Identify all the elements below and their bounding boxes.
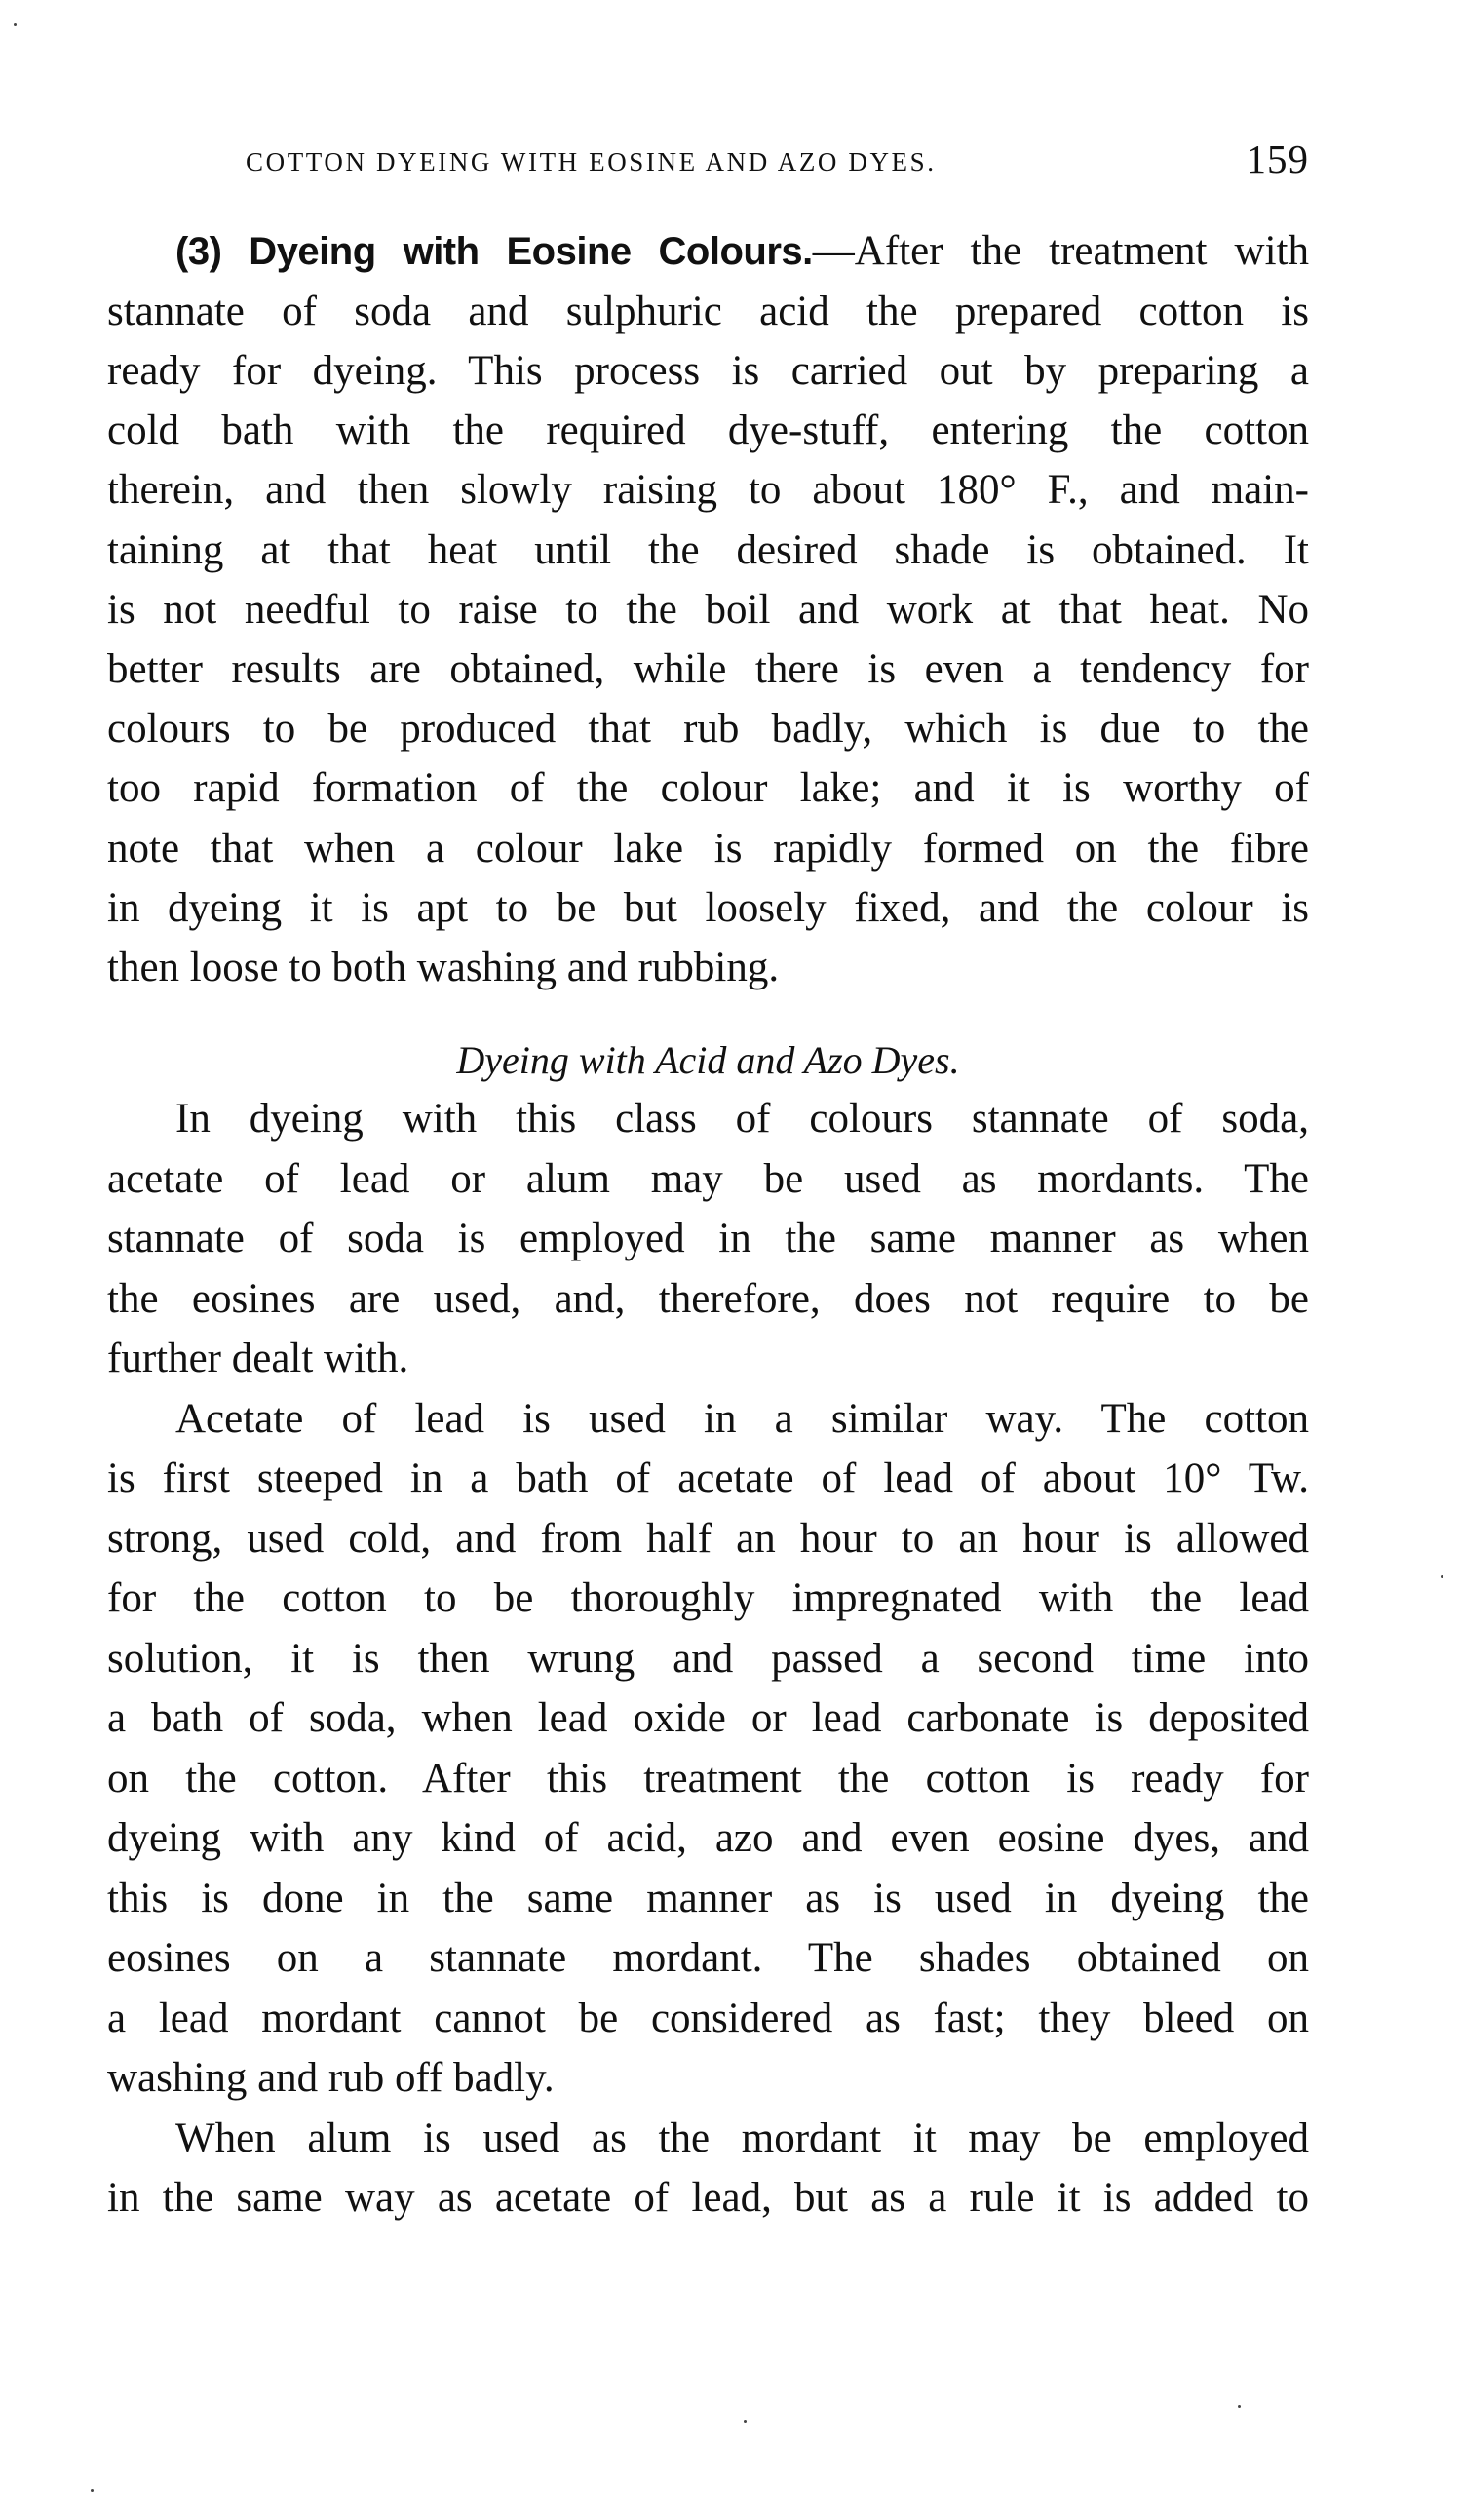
paragraph-line: then loose to both washing and rubbing. [107, 945, 780, 990]
paragraph-line: note that when a colour lake is rapidly formed on the fibre [107, 826, 1309, 872]
section-heading: Dyeing with Acid and Azo Dyes. [456, 1038, 960, 1082]
paragraph-line: eosines on a stannate mordant. The shades obtained on [107, 1935, 1309, 1981]
paragraph-line: stannate of soda is employed in the same manner as when [107, 1216, 1309, 1261]
paragraph-line: ready for dyeing. This process is carried out by preparing a [107, 348, 1309, 394]
paragraph-line: in dyeing it is apt to be but loosely fixed, and the colour is [107, 885, 1309, 931]
paragraph-line: therein, and then slowly raising to about 180° F., and main- [107, 467, 1309, 513]
paragraph-line: colours to be produced that rub badly, which is due to the [107, 706, 1309, 752]
paragraph-line: taining at that heat until the desired shade is obtained. It [107, 527, 1309, 573]
paragraph-line: strong, used cold, and from half an hour to an hour is allowed [107, 1516, 1309, 1562]
scan-speck [1238, 2405, 1241, 2408]
paragraph-line: is not needful to raise to the boil and work at that heat. No [107, 587, 1309, 633]
line-text: —After the treatment with [812, 228, 1309, 274]
paragraph-line: dyeing with any kind of acid, azo and even eosine dyes, and [107, 1815, 1309, 1861]
scan-speck [1441, 1575, 1443, 1578]
paragraph-line: in the same way as acetate of lead, but as a rule it is added to [107, 2175, 1309, 2221]
scan-speck [744, 2420, 747, 2423]
paragraph-line: is first steeped in a bath of acetate of lead of about 10° Tw. [107, 1455, 1309, 1501]
paragraph-line: on the cotton. After this treatment the cotton is ready for [107, 1756, 1309, 1802]
paragraph-line: Acetate of lead is used in a similar way. The cotton [175, 1396, 1309, 1442]
paragraph-line: better results are obtained, while there is even a tendency for [107, 646, 1309, 692]
paragraph-line: stannate of soda and sulphuric acid the prepared cotton is [107, 289, 1309, 334]
paragraph-line: this is done in the same manner as is used in dyeing the [107, 1876, 1309, 1921]
run-in-heading: (3) Dyeing with Eosine Colours. [175, 230, 813, 273]
page-number: 159 [1246, 136, 1309, 181]
paragraph-line: washing and rub off badly. [107, 2055, 555, 2101]
scan-speck [14, 23, 17, 26]
paragraph-line: too rapid formation of the colour lake; and it is worthy of [107, 765, 1309, 811]
running-head [246, 136, 1309, 181]
scan-speck [91, 2489, 94, 2492]
paragraph-line: a lead mordant cannot be considered as fast; they bleed on [107, 1996, 1309, 2041]
paragraph-line: In dyeing with this class of colours stannate of soda, [175, 1096, 1309, 1142]
paragraph-line: further dealt with. [107, 1336, 409, 1381]
paragraph-line: for the cotton to be thoroughly impregnated with the lead [107, 1575, 1309, 1621]
paragraph-line: acetate of lead or alum may be used as mordants. The [107, 1156, 1309, 1202]
paragraph-line: solution, it is then wrung and passed a second time into [107, 1636, 1309, 1682]
paragraph-line: cold bath with the required dye-stuff, entering the cotton [107, 407, 1309, 453]
paragraph-line [175, 221, 1309, 282]
paragraph-line: the eosines are used, and, therefore, does not require to be [107, 1276, 1309, 1322]
paragraph-line: When alum is used as the mordant it may be employed [175, 2115, 1309, 2161]
paragraph-line: a bath of soda, when lead oxide or lead carbonate is deposited [107, 1695, 1309, 1741]
running-head-title: COTTON DYEING WITH EOSINE AND AZO DYES. [246, 147, 937, 176]
